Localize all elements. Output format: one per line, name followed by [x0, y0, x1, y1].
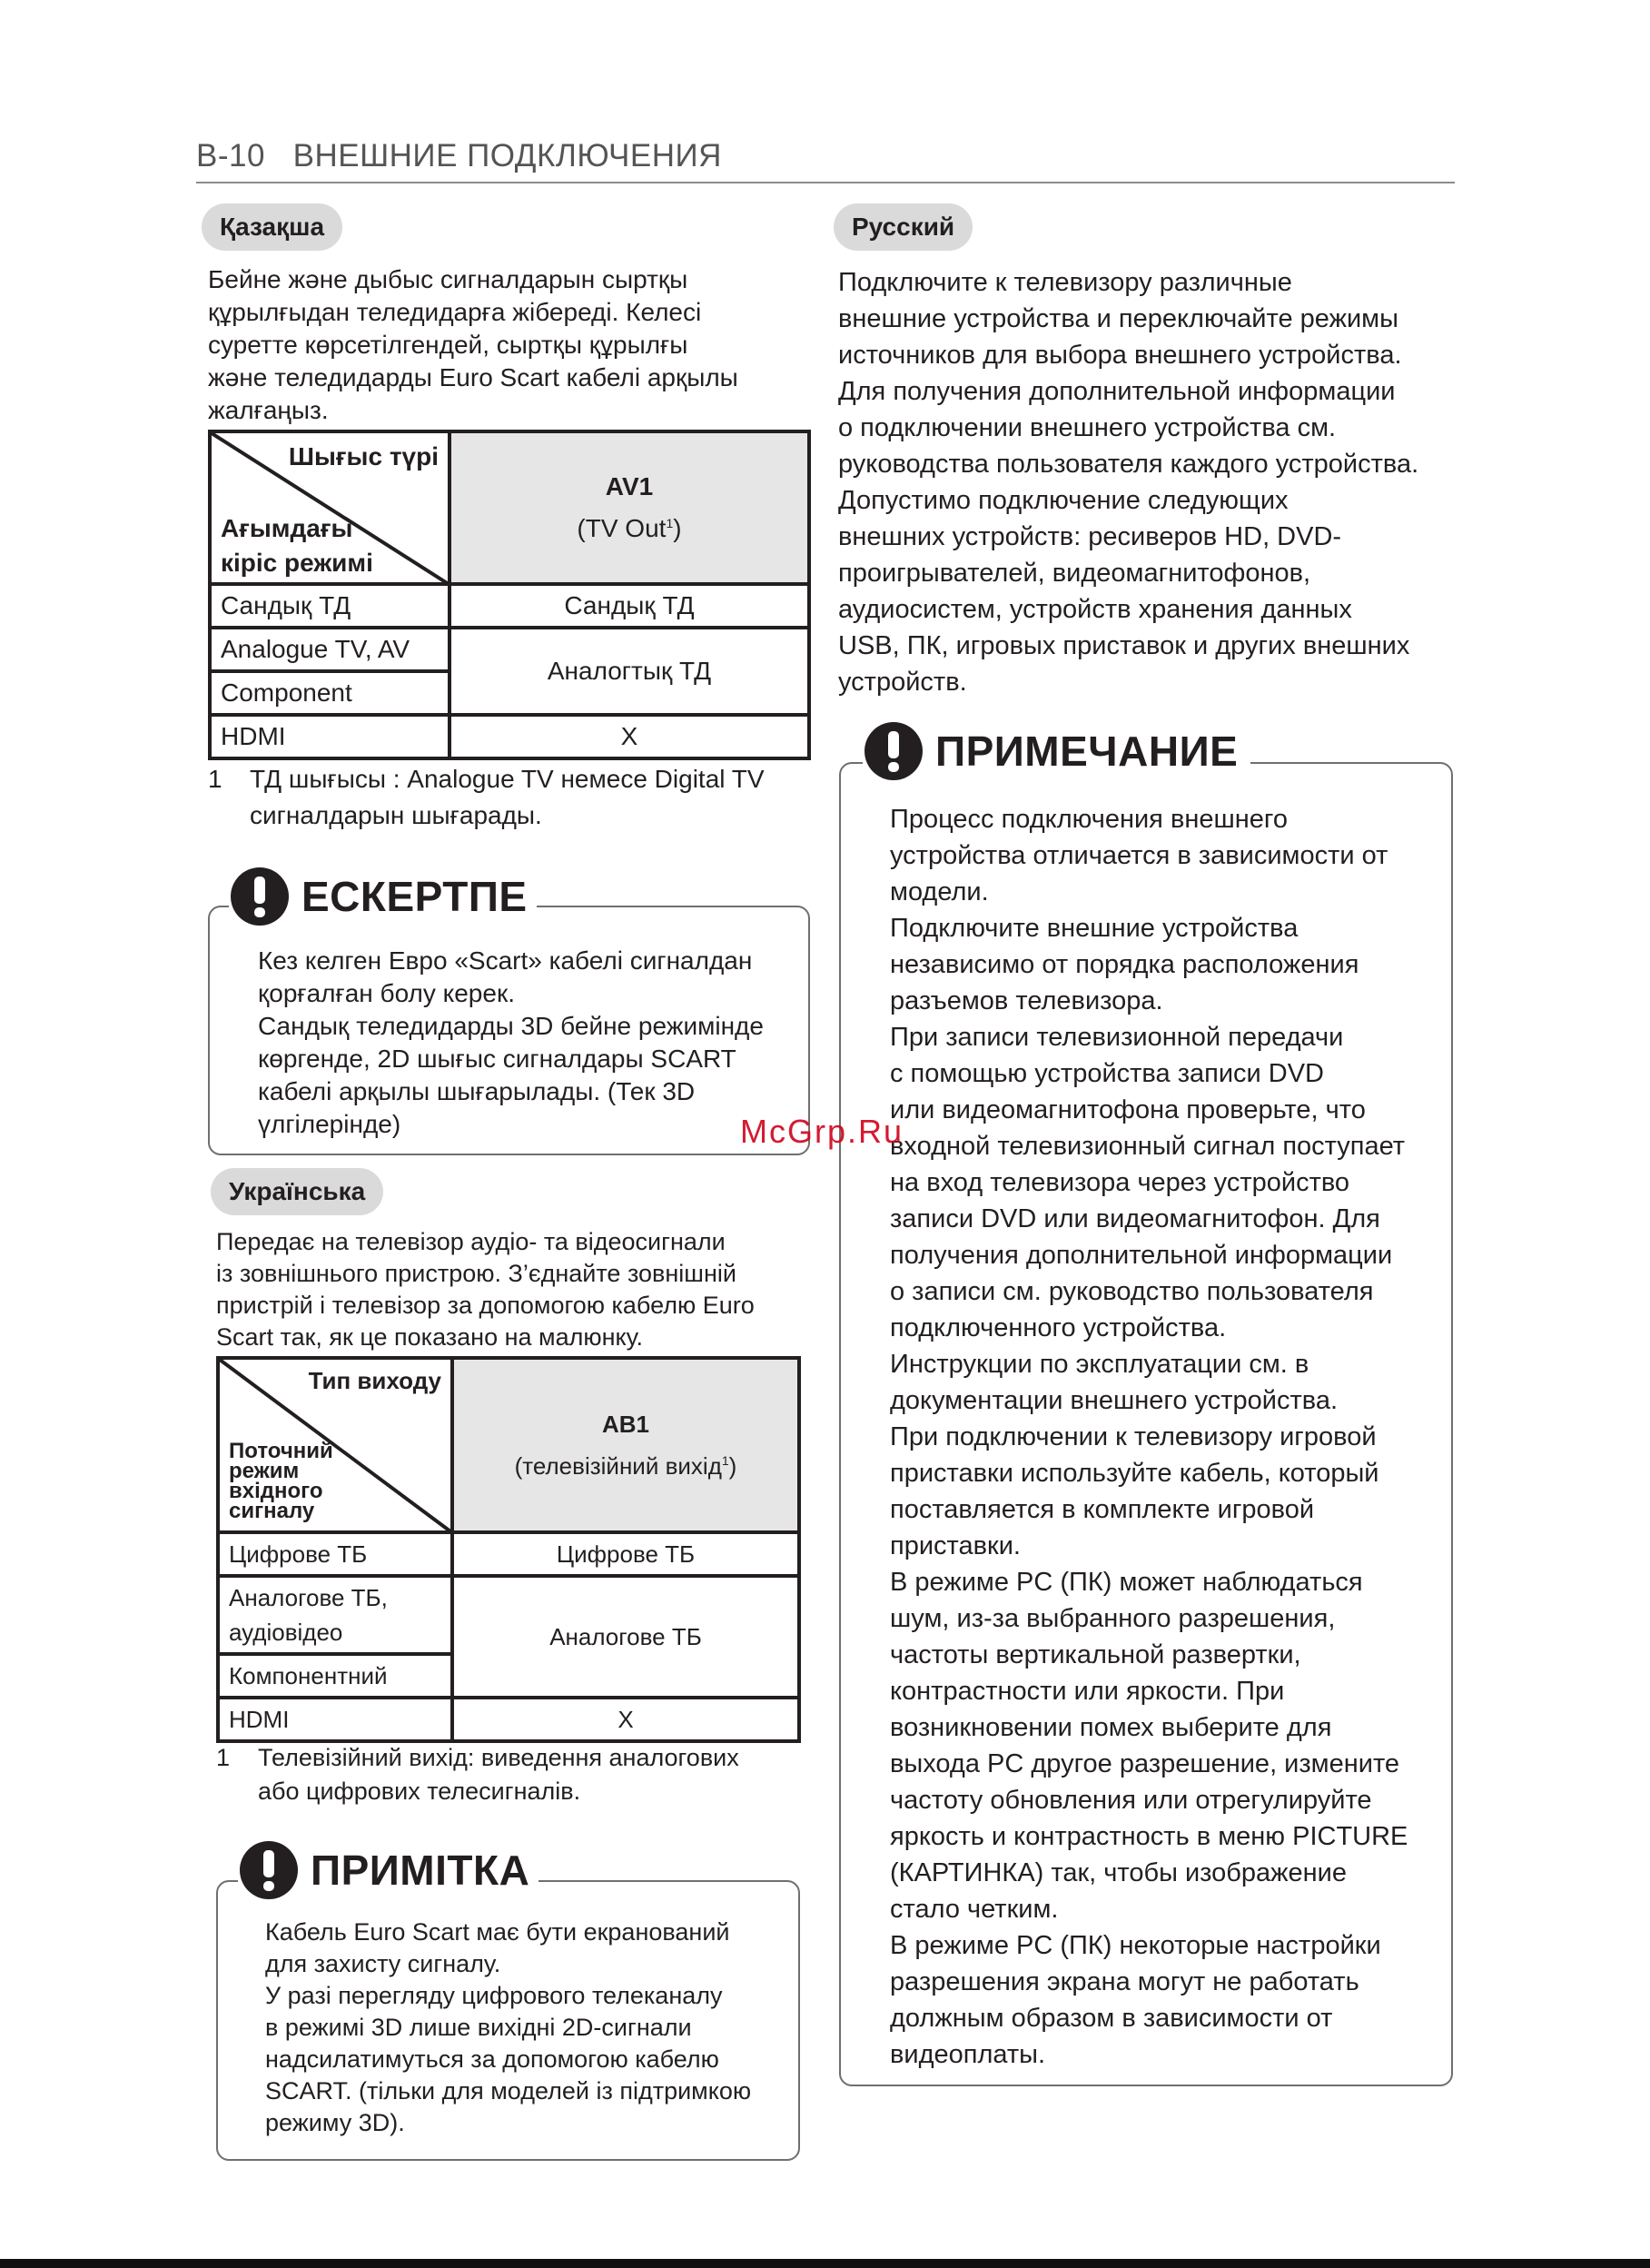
text-line: видеоплаты. — [890, 2040, 1046, 2069]
text-line: режим — [229, 1459, 300, 1483]
text-line: о подключении внешнего устройства см. — [838, 413, 1337, 442]
text-line: контрастности или яркости. При — [890, 1677, 1285, 1706]
text-line: USB, ПК, игровых приставок и других внешних — [838, 631, 1410, 660]
bottom-border — [0, 2259, 1650, 2268]
text-line: Сандық теледидарды 3D бейне режимінде — [258, 1012, 764, 1040]
text-line: документации внешнего устройства. — [890, 1386, 1339, 1415]
text-line: Подключите к телевизору различные — [838, 268, 1292, 297]
text-line: аудиосистем, устройств хранения данных — [838, 595, 1352, 624]
text-line: в режимі 3D лише вихідні 2D-сигнали — [265, 2014, 692, 2041]
text-line: получения дополнительной информации — [890, 1241, 1393, 1270]
text-line: режиму 3D). — [265, 2109, 405, 2136]
text-line: кабелі арқылы шығарылады. (Тек 3D — [258, 1077, 696, 1105]
page-title: B-10 ВНЕШНИЕ ПОДКЛЮЧЕНИЯ — [196, 138, 722, 173]
text-line: надсилатимуться за допомогою кабелю — [265, 2045, 719, 2073]
table-column-header — [452, 1358, 799, 1532]
table-cell: X — [452, 1698, 799, 1741]
text-line: кіріс режимі — [221, 549, 373, 577]
table-row-label: Component — [210, 671, 450, 715]
text-line: У разі перегляду цифрового телеканалу — [265, 1982, 723, 2009]
table-row-label: HDMI — [210, 715, 450, 758]
text-line: руководства пользователя каждого устройства. — [838, 450, 1419, 479]
table-column-header — [450, 431, 809, 584]
watermark: McGrp.Ru — [740, 1113, 904, 1150]
text-line: разрешения экрана могут не работать — [890, 1967, 1359, 1996]
kazakh-paragraph — [208, 263, 738, 427]
text-line: ТД шығысы : Analogue TV немесе Digital TV — [250, 765, 765, 793]
footnote-number: 1 — [216, 1744, 231, 1771]
note-title: ПРИМІТКА — [311, 1847, 530, 1894]
text-line: частоты вертикальной развертки, — [890, 1640, 1301, 1669]
text-line: источников для выбора внешнего устройства. — [838, 341, 1402, 370]
text-line: сигналдарын шығарады. — [250, 801, 542, 829]
text-line: көргенде, 2D шығыс сигналдары SCART — [258, 1045, 736, 1073]
table-row-label: Сандық ТД — [210, 584, 450, 628]
language-label-ukrainian: Українська — [211, 1168, 383, 1215]
table-cell: Цифрове ТБ — [452, 1532, 799, 1576]
text-line: Процесс подключения внешнего — [890, 805, 1288, 834]
text-line: независимо от порядка расположения — [890, 950, 1359, 979]
footnote-number: 1 — [208, 765, 222, 793]
text-line: із зовнішнього пристрою. З’єднайте зовнішній — [216, 1260, 736, 1287]
language-label-kazakh: Қазақша — [202, 203, 342, 251]
text-line: о записи см. руководство пользователя — [890, 1277, 1374, 1306]
text-line: стало четким. — [890, 1895, 1059, 1924]
text-line: үлгілерінде) — [258, 1110, 401, 1138]
text-line: В режиме PC (ПК) некоторые настройки — [890, 1931, 1381, 1960]
ukrainian-note-text — [265, 1916, 751, 2139]
text-span: (телевізійний вихід — [514, 1452, 722, 1480]
page-header — [196, 138, 1455, 183]
column-subtitle — [454, 1442, 797, 1484]
diag-bottom-label — [221, 511, 373, 580]
table-row-label: HDMI — [218, 1698, 452, 1741]
text-line: записи DVD или видеомагнитофон. Для — [890, 1204, 1380, 1233]
text-line: құрылғыдан теледидарға жібереді. Келесі — [208, 298, 702, 326]
table-row-label: Компонентний — [218, 1654, 452, 1698]
text-line: қорғалған болу керек. — [258, 979, 515, 1007]
note-title: ЕСКЕРТПЕ — [301, 873, 528, 920]
text-line: для захисту сигналу. — [265, 1950, 501, 1977]
text-line: устройств. — [838, 668, 967, 697]
text-line: Ағымдағы — [221, 514, 353, 542]
text-line: проигрывателей, видеомагнитофонов, — [838, 559, 1311, 588]
text-line: внешних устройств: ресиверов HD, DVD- — [838, 522, 1342, 551]
text-line: приставки используйте кабель, который — [890, 1459, 1379, 1488]
exclamation-icon — [231, 867, 289, 926]
table-cell: Аналогтық ТД — [450, 628, 809, 715]
text-line: Инструкции по эксплуатации см. в — [890, 1350, 1309, 1379]
ukrainian-paragraph — [216, 1226, 755, 1353]
text-line: (КАРТИНКА) так, чтобы изображение — [890, 1858, 1348, 1887]
text-line: выхода PC другое разрешение, измените — [890, 1749, 1400, 1778]
text-line: аудіовідео — [229, 1619, 343, 1646]
text-line: Scart так, як це показано на малюнку. — [216, 1323, 643, 1351]
column-title: AV1 — [605, 472, 654, 500]
text-line: модели. — [890, 877, 989, 906]
text-line: должным образом в зависимости от — [890, 2004, 1333, 2033]
text-line: шум, из-за выбранного разрешения, — [890, 1604, 1336, 1633]
text-line: устройства отличается в зависимости от — [890, 841, 1388, 870]
text-line: приставки. — [890, 1531, 1021, 1560]
text-line: на вход телевизора через устройство — [890, 1168, 1350, 1197]
text-span: ) — [673, 514, 682, 542]
text-line: және теледидарды Euro Scart кабелі арқылы — [208, 363, 738, 391]
diag-bottom-label — [229, 1441, 333, 1521]
kazakh-note-heading — [229, 865, 537, 928]
text-line: или видеомагнитофона проверьте, что — [890, 1095, 1366, 1124]
text-line: пристрій і телевізор за допомогою кабелю Euro — [216, 1292, 755, 1319]
footnote-marker: 1 — [666, 516, 674, 530]
table-cell: Аналогове ТБ — [452, 1576, 799, 1698]
ukrainian-footnote — [216, 1741, 815, 1810]
text-line: Допустимо подключение следующих — [838, 486, 1289, 515]
russian-paragraph — [838, 264, 1418, 700]
exclamation-icon — [865, 722, 923, 780]
text-line: сигналу — [229, 1499, 315, 1523]
table-diagonal-header — [210, 431, 450, 584]
russian-note-heading — [863, 718, 1250, 785]
text-line: При подключении к телевизору игровой — [890, 1422, 1377, 1451]
text-line: При записи телевизионной передачи — [890, 1023, 1344, 1052]
text-line: разъемов телевизора. — [890, 986, 1163, 1015]
text-line: SCART. (тільки для моделей із підтримкою — [265, 2077, 752, 2105]
footnote-text — [258, 1741, 739, 1808]
text-line: с помощью устройства записи DVD — [890, 1059, 1325, 1088]
table-row-label: Analogue TV, AV — [210, 628, 450, 671]
text-line: жалғаңыз. — [208, 396, 329, 424]
text-line: Кез келген Евро «Scart» кабелі сигналдан — [258, 946, 753, 975]
text-line: Аналогове ТБ, — [229, 1584, 388, 1611]
column-subtitle — [451, 505, 807, 547]
text-line: В режиме PC (ПК) может наблюдаться — [890, 1568, 1363, 1597]
text-line: Для получения дополнительной информации — [838, 377, 1396, 406]
text-line: Передає на телевізор аудіо- та відеосигнали — [216, 1228, 726, 1255]
ukrainian-note-heading — [238, 1838, 538, 1902]
kazakh-note-text — [258, 945, 764, 1141]
exclamation-icon — [240, 1841, 298, 1899]
text-line: яркость и контрастность в меню PICTURE — [890, 1822, 1408, 1851]
language-label-russian: Русский — [834, 203, 973, 251]
text-line: внешние устройства и переключайте режимы — [838, 304, 1398, 333]
text-line: вхідного — [229, 1479, 323, 1503]
table-cell: Сандық ТД — [450, 584, 809, 628]
ukrainian-output-table — [216, 1356, 801, 1743]
kazakh-output-table — [208, 430, 811, 760]
text-line: Подключите внешние устройства — [890, 914, 1299, 943]
text-line: поставляется в комплекте игровой — [890, 1495, 1315, 1524]
text-line: суретте көрсетілгендей, сыртқы құрылғы — [208, 331, 688, 359]
text-span: ) — [728, 1452, 737, 1480]
footnote-text — [250, 761, 765, 834]
note-title: ПРИМЕЧАНИЕ — [935, 728, 1239, 775]
table-row-label — [218, 1576, 452, 1654]
table-diagonal-header — [218, 1358, 452, 1532]
table-row-label: Цифрове ТБ — [218, 1532, 452, 1576]
text-line: Кабель Euro Scart має бути екранований — [265, 1918, 730, 1946]
text-line: подключенного устройства. — [890, 1313, 1227, 1342]
text-span: (TV Out — [577, 514, 667, 542]
text-line: входной телевизионный сигнал поступает — [890, 1132, 1406, 1161]
text-line: Телевізійний вихід: виведення аналогових — [258, 1744, 739, 1771]
text-line: або цифрових телесигналів. — [258, 1778, 581, 1805]
text-line: возникновении помех выберите для — [890, 1713, 1332, 1742]
diag-top-label: Шығыс түрі — [288, 442, 439, 470]
text-line: Поточний — [229, 1439, 333, 1463]
footnote-marker: 1 — [721, 1453, 729, 1468]
diag-top-label: Тип виходу — [308, 1367, 441, 1394]
russian-note-text — [890, 801, 1408, 2073]
table-cell: X — [450, 715, 809, 758]
kazakh-footnote — [208, 761, 816, 837]
column-title: АВ1 — [601, 1411, 649, 1438]
text-line: частоту обновления или отрегулируйте — [890, 1786, 1372, 1815]
text-line: Бейне және дыбыс сигналдарын сыртқы — [208, 265, 688, 293]
